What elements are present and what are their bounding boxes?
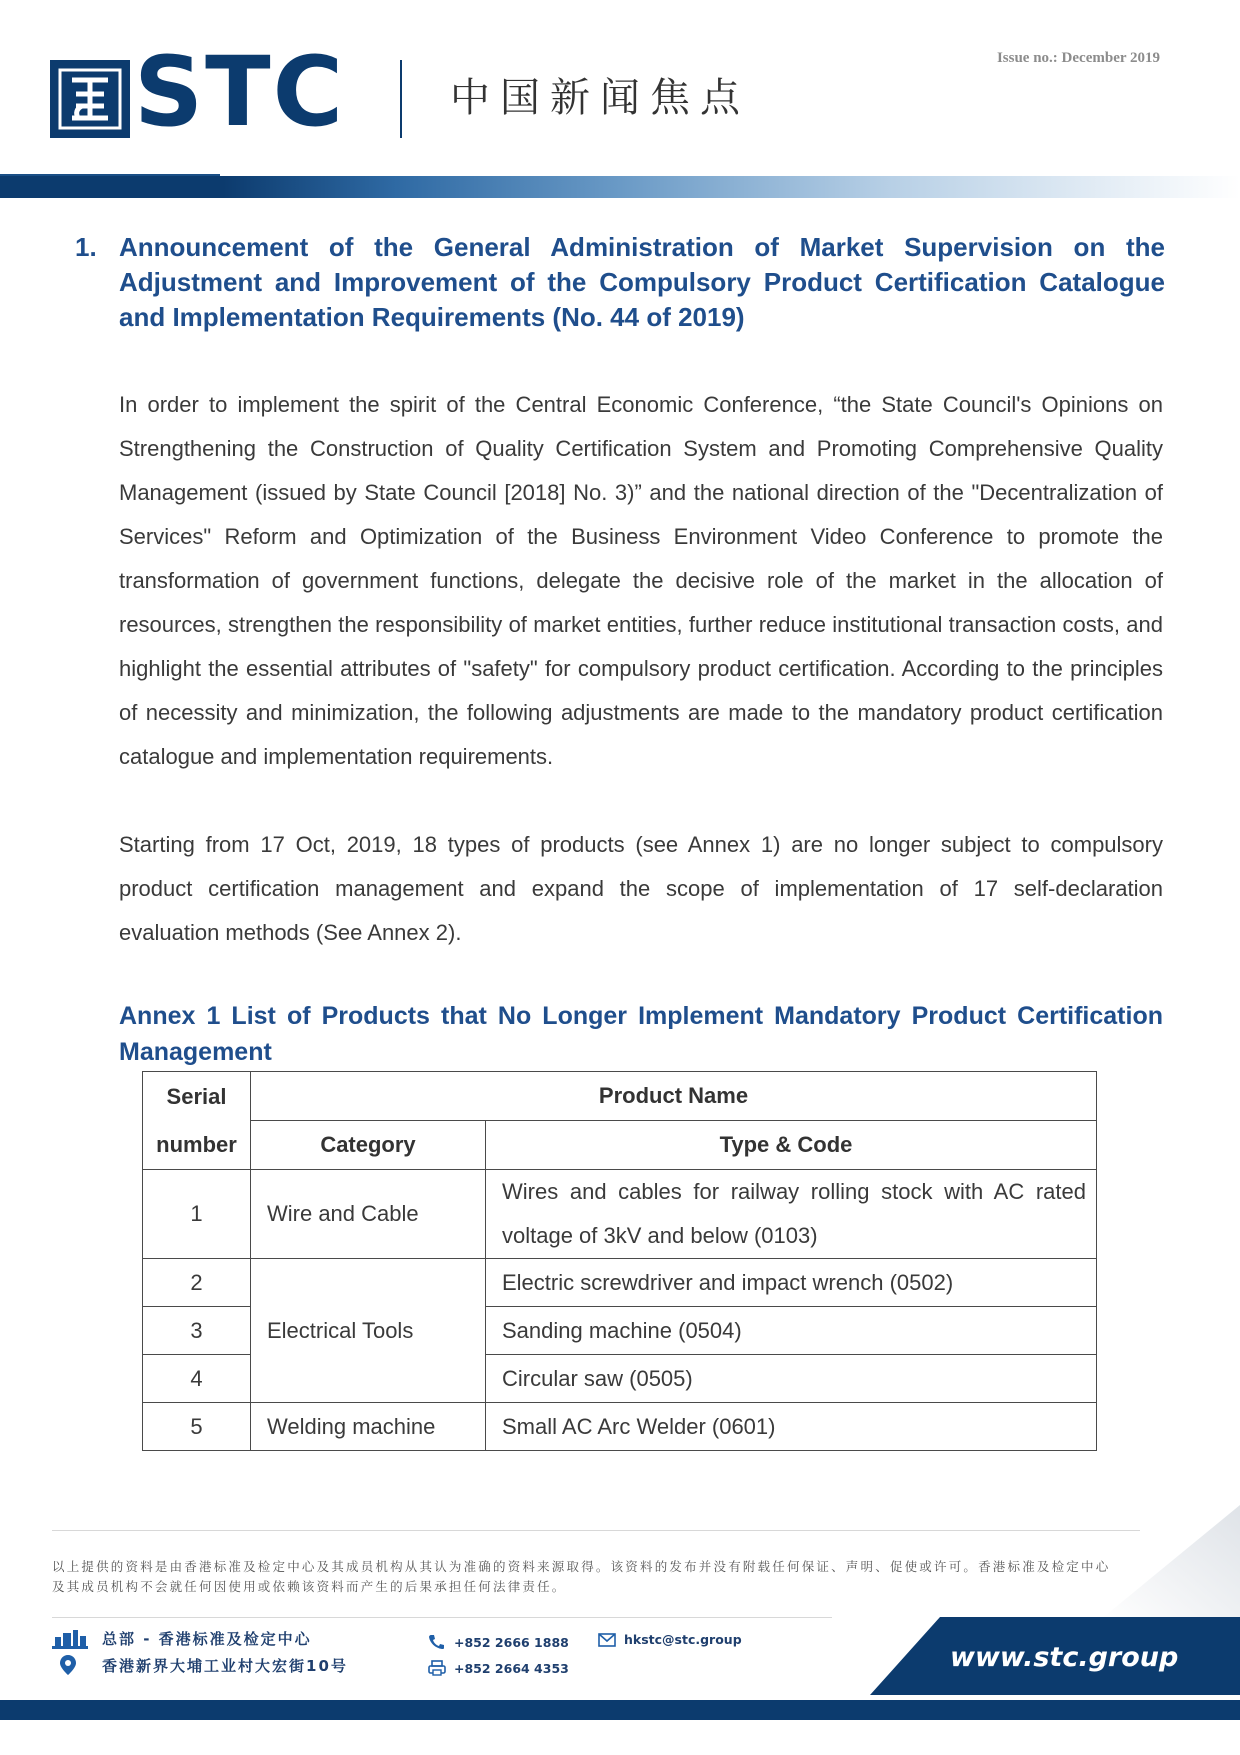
contact-phone — [428, 1634, 569, 1650]
cell-serial: 1 — [143, 1170, 251, 1259]
cell-serial: 3 — [143, 1307, 251, 1355]
cell-type-code: Sanding machine (0504) — [486, 1307, 1097, 1355]
stc-emblem-icon — [50, 60, 130, 138]
building-icon — [52, 1629, 88, 1649]
address-row — [52, 1654, 348, 1676]
phone-icon — [428, 1634, 446, 1650]
contact-fax — [428, 1660, 569, 1676]
footer-bottom-band — [0, 1700, 1240, 1720]
section-title: Announcement of the General Administration of Market Supervision on the Adjustment and Improvement of the Compulsory Product Certification Catalogue and Implementation Requirements (No. 44 of 2019) — [119, 232, 1165, 332]
table-row — [143, 1170, 1097, 1259]
newsletter-title: 中国新闻焦点 — [450, 75, 750, 121]
issue-number: Issue no.: December 2019 — [996, 50, 1160, 66]
header-category: Category — [251, 1121, 486, 1170]
section-number: 1. — [75, 232, 97, 262]
stc-logo-text: STC — [134, 36, 346, 148]
disclaimer-text: 以上提供的资料是由香港标准及检定中心及其成员机构从其认为准确的资料来源取得。该资料的发布并没有附载任何保证、声明、促使或许可。香港标准及检定中心及其成员机构不会就任何因使用或依赖该资料而产生的后果承担任何法律责任。 — [52, 1559, 1111, 1594]
address-text: 香港新界大埔工业村大宏街10号 — [102, 1656, 348, 1675]
header-divider — [400, 60, 402, 138]
phone-number: +852 2666 1888 — [454, 1634, 569, 1650]
cell-type-code: Circular saw (0505) — [486, 1355, 1097, 1403]
cell-type-code: Small AC Arc Welder (0601) — [486, 1403, 1097, 1451]
header-gradient-band — [0, 176, 1240, 198]
cell-type-code: Wires and cables for railway rolling stock with AC rated voltage of 3kV and below (0103) — [486, 1170, 1097, 1259]
header-serial-line1: Serial — [166, 1083, 227, 1109]
fax-icon — [428, 1660, 446, 1676]
section-heading — [75, 230, 1165, 335]
header-serial-number — [143, 1072, 251, 1170]
table-header-row — [143, 1072, 1097, 1121]
annex-table — [142, 1071, 1097, 1451]
cell-category: Electrical Tools — [251, 1259, 486, 1403]
table-subheader-row — [143, 1121, 1097, 1170]
table-row — [143, 1403, 1097, 1451]
header-type-code: Type & Code — [486, 1121, 1097, 1170]
location-pin-icon — [52, 1654, 88, 1676]
fax-number: +852 2664 4353 — [454, 1660, 569, 1676]
cell-serial: 5 — [143, 1403, 251, 1451]
body-paragraph-1: In order to implement the spirit of the Central Economic Conference, “the State Council's Opinions on Strengthening the Construction of Quality Certification System and Promoting Comprehensive Quality Management (issued by State Council [2018] No. 3)” and the national direction of the "Decentralization of Services" Reform and Optimization of the Business Environment Video Conference to promote the transformation of government functions, delegate the decisive role of the market in the allocation of resources, strengthen the responsibility of market entities, further reduce institutional transaction costs, and highlight the essential attributes of "safety" for compulsory product certification. According to the principles of necessity and minimization, the following adjustments are made to the mandatory product certification catalogue and implementation requirements. — [119, 392, 1163, 769]
website-link[interactable]: www.stc.group — [950, 1642, 1179, 1673]
header-product-name: Product Name — [251, 1072, 1097, 1121]
footer-rule — [52, 1530, 1140, 1531]
annex-title: Annex 1 List of Products that No Longer Implement Mandatory Product Certification Management — [119, 1002, 1163, 1066]
contact-email — [598, 1632, 742, 1647]
cell-category: Welding machine — [251, 1403, 486, 1451]
footer-rule-secondary — [52, 1617, 832, 1618]
cell-serial: 2 — [143, 1259, 251, 1307]
cell-type-code: Electric screwdriver and impact wrench (0502) — [486, 1259, 1097, 1307]
cell-serial: 4 — [143, 1355, 251, 1403]
body-paragraph-2: Starting from 17 Oct, 2019, 18 types of products (see Annex 1) are no longer subject to compulsory product certification management and expand the scope of implementation of 17 self-declaration evaluation methods (See Annex 2). — [119, 832, 1163, 945]
hq-label: 总部 - 香港标准及检定中心 — [102, 1630, 312, 1648]
header-serial-line2: number — [156, 1131, 237, 1157]
table-row — [143, 1259, 1097, 1307]
cell-category: Wire and Cable — [251, 1170, 486, 1259]
email-address: hkstc@stc.group — [624, 1632, 742, 1647]
hq-row — [52, 1628, 312, 1649]
email-icon — [598, 1633, 616, 1647]
